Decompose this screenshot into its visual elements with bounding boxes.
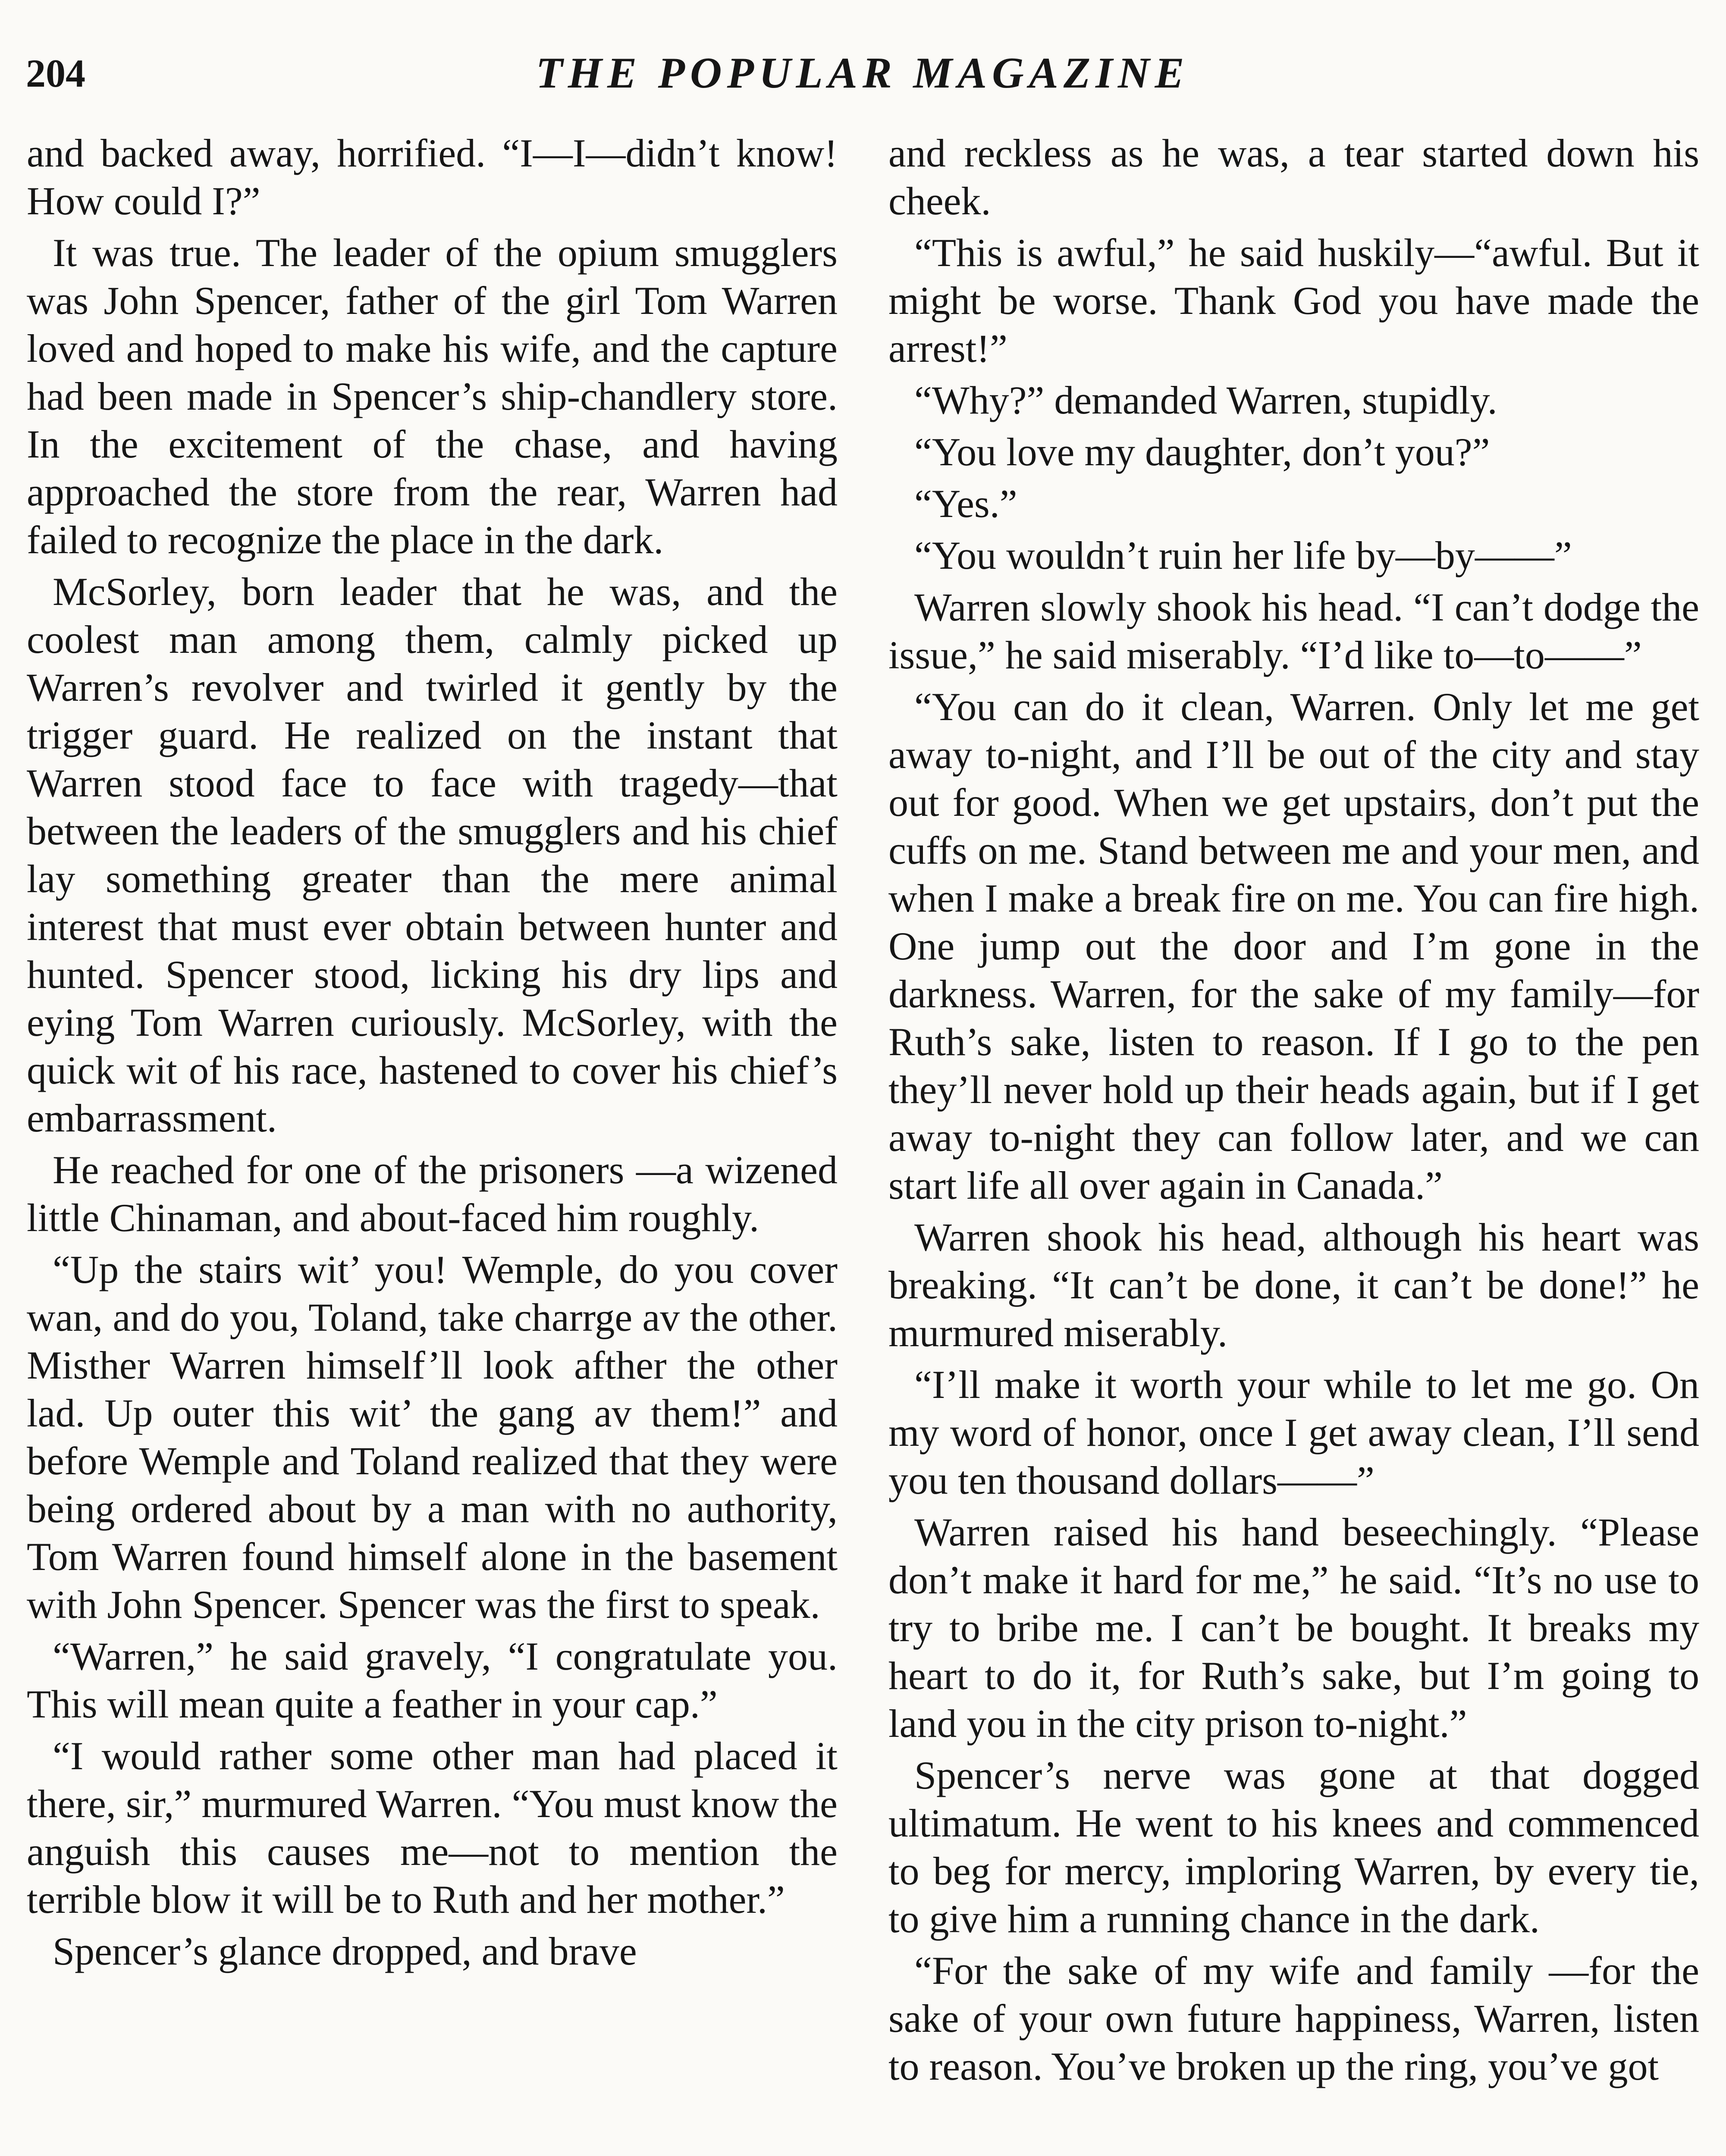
paragraph: “Up the stairs wit’ you! Wemple, do you cover wan, and do you, Toland, take charrge av the other. Misther Warren himself’ll look afther the other lad. Up outer this wit’ the gang av them!” and before Wemple and Toland realized that they were being ordered about by a man with no authority, Tom Warren found himself alone in the basement with John Spencer. Spencer was the first to speak. bbox=[27, 1247, 838, 1626]
paragraph: “Warren,” he said gravely, “I congratulate you. This will mean quite a feather in your cap.” bbox=[27, 1634, 838, 1726]
paragraph: Warren slowly shook his head. “I can’t dodge the issue,” he said miserably. “I’d like to—to——” bbox=[888, 585, 1699, 677]
paragraph: Warren raised his hand beseechingly. “Please don’t make it hard for me,” he said. “It’s no use to try to bribe me. I can’t be bought. It breaks my heart to do it, for Ruth’s sake, but I’m going to land you in the city prison to-night.” bbox=[888, 1510, 1699, 1745]
paragraph: and backed away, horrified. “I—I—didn’t know! How could I?” bbox=[27, 131, 838, 223]
magazine-title: THE POPULAR MAGAZINE bbox=[536, 49, 1189, 97]
left-column bbox=[27, 129, 838, 1979]
right-column bbox=[888, 129, 1699, 2094]
paragraph: “You love my daughter, don’t you?” bbox=[914, 430, 1490, 474]
paragraph: “This is awful,” he said huskily—“awful. But it might be worse. Thank God you have made the arrest!” bbox=[888, 231, 1699, 370]
paragraph: “For the sake of my wife and family —for the sake of your own future happiness, Warren, listen to reason. You’ve broken up the ring, you’ve got bbox=[888, 1949, 1699, 2088]
paragraph: and reckless as he was, a tear started down his cheek. bbox=[888, 131, 1699, 223]
paragraph: McSorley, born leader that he was, and the coolest man among them, calmly picked up Warren’s revolver and twirled it gently by the trigger guard. He realized on the instant that Warren stood face to face with tragedy—that between the leaders of the smugglers and his chief lay something greater than the mere animal interest that must ever obtain between hunter and hunted. Spencer stood, licking his dry lips and eying Tom Warren curiously. McSorley, with the quick wit of his race, hastened to cover his chief’s embarrassment. bbox=[27, 570, 838, 1140]
paragraph: “I’ll make it worth your while to let me go. On my word of honor, once I get away clean, I’ll send you ten thousand dollars——” bbox=[888, 1363, 1699, 1502]
paragraph: He reached for one of the prisoners —a wizened little Chinaman, and about-faced him roughly. bbox=[27, 1148, 838, 1240]
paragraph: “You can do it clean, Warren. Only let me get away to-night, and I’ll be out of the city and stay out for good. When we get upstairs, don’t put the cuffs on me. Stand between me and your men, and when I make a break fire on me. You can fire high. One jump out the door and I’m gone in the darkness. Warren, for the sake of my family—for Ruth’s sake, listen to reason. If I go to the pen they’ll never hold up their heads again, but if I get away to-night they can follow later, and we can start life all over again in Canada.” bbox=[888, 685, 1699, 1207]
paragraph: “Yes.” bbox=[914, 482, 1017, 526]
page-header bbox=[26, 45, 1699, 101]
paragraph: “You wouldn’t ruin her life by—by——” bbox=[914, 533, 1572, 577]
paragraph: “I would rather some other man had placed it there, sir,” murmured Warren. “You must know the anguish this causes me—not to mention the terrible blow it will be to Ruth and her mother.” bbox=[27, 1734, 838, 1921]
paragraph: “Why?” demanded Warren, stupidly. bbox=[914, 378, 1497, 422]
page-number: 204 bbox=[26, 51, 85, 95]
paragraph: Spencer’s glance dropped, and brave bbox=[53, 1929, 637, 1973]
paragraph: It was true. The leader of the opium smugglers was John Spencer, father of the girl Tom Warren loved and hoped to make his wife, and the capture had been made in Spencer’s ship-chandlery store. In the excitement of the chase, and having approached the store from the rear, Warren had failed to recognize the place in the dark. bbox=[27, 231, 838, 562]
paragraph: Warren shook his head, although his heart was breaking. “It can’t be done, it can’t be done!” he murmured miserably. bbox=[888, 1215, 1699, 1355]
paragraph: Spencer’s nerve was gone at that dogged ultimatum. He went to his knees and commenced to beg for mercy, imploring Warren, by every tie, to give him a running chance in the dark. bbox=[888, 1753, 1699, 1941]
